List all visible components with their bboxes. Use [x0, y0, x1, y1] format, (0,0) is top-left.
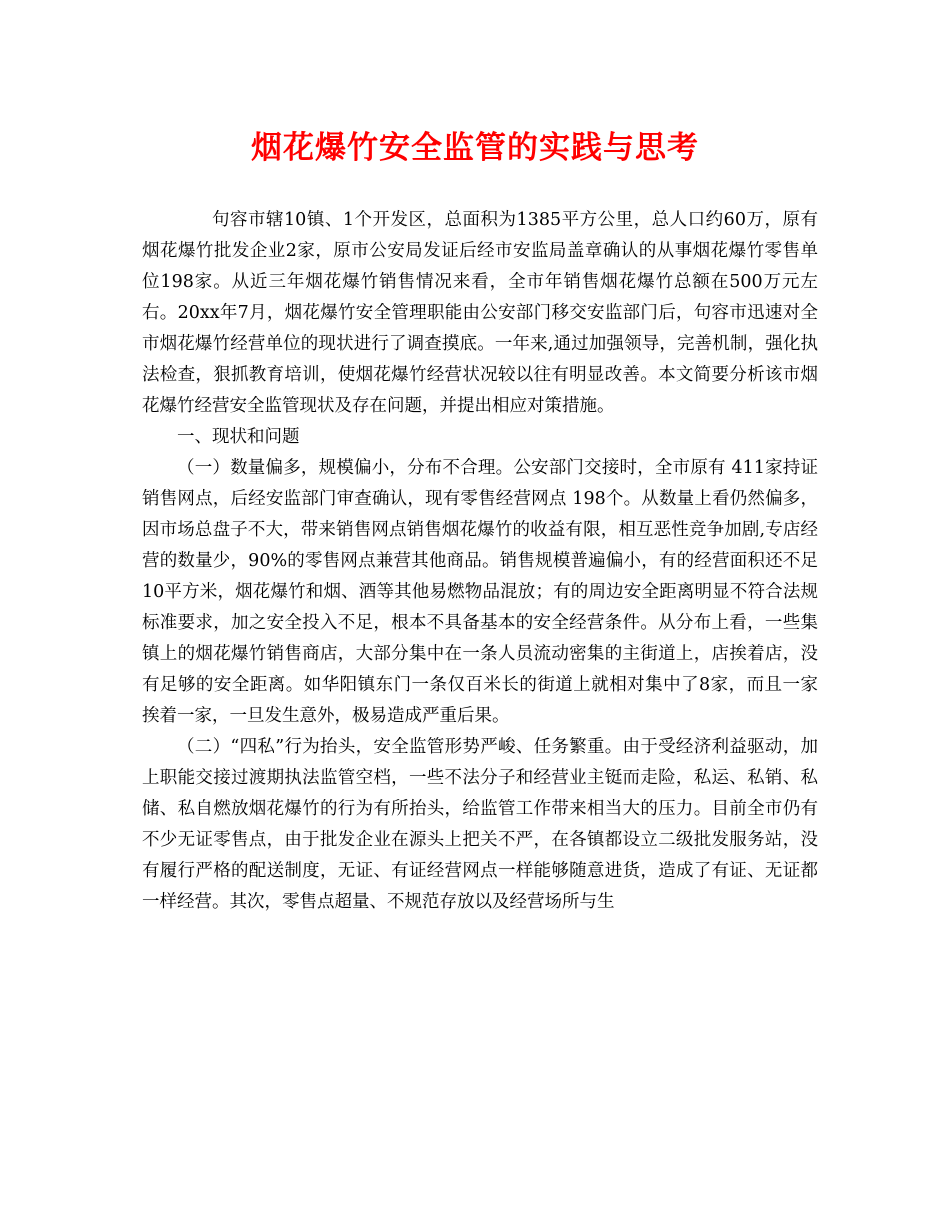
document-title: 烟花爆竹安全监管的实践与思考 — [251, 130, 699, 166]
paragraph-intro: 句容市辖10镇、1个开发区，总面积为1385平方公里，总人口约60万，原有烟花爆竹批发企业2家，原市公安局发证后经市安监局盖章确认的从事烟花爆竹零售单位198家。从近三年烟花爆竹销售情况来看，全市年销售烟花爆竹总额在500万元左右。20xx年7月，烟花爆竹安全管理职能由公安部门移交安监部门后，句容市迅速对全市烟花爆竹经营单位的现状进行了调查摸底。一年来,通过加强领导，完善机制，强化执法检查，狠抓教育培训，使烟花爆竹经营状况较以往有明显改善。本文简要分析该市烟花爆竹经营安全监管现状及存在问题，并提出相应对策措施。 — [142, 210, 818, 416]
section-heading: 一、现状和问题 — [177, 427, 300, 447]
paragraph-subsection-2: （二）“四私”行为抬头，安全监管形势严峻、任务繁重。由于受经济利益驱动，加上职能交接过渡期执法监管空档，一些不法分子和经营业主铤而走险，私运、私销、私储、私自燃放烟花爆竹的行为有所抬头，给监管工作带来相当大的压力。目前全市仍有不少无证零售点，由于批发企业在源头上把关不严，在各镇都设立二级批发服务站，没有履行严格的配送制度，无证、有证经营网点一样能够随意进货，造成了有证、无证都一样经营。其次，零售点超量、不规范存放以及经营场所与生 — [142, 737, 818, 912]
paragraph-subsection-1: （一）数量偏多，规模偏小，分布不合理。公安部门交接时，全市原有 411家持证销售网点，后经安监部门审查确认，现有零售经营网点 198个。从数量上看仍然偏多，因市场总盘子不大，带来销售网点销售烟花爆竹的收益有限，相互恶性竞争加剧,专店经营的数量少，90%的零售网点兼营其他商品。销售规模普遍偏小，有的经营面积还不足10平方米，烟花爆竹和烟、酒等其他易燃物品混放；有的周边安全距离明显不符合法规标准要求，加之安全投入不足，根本不具备基本的安全经营条件。从分布上看，一些集镇上的烟花爆竹销售商店，大部分集中在一条人员流动密集的主街道上，店挨着店，没有足够的安全距离。如华阳镇东门一条仅百米长的街道上就相对集中了8家，而且一家挨着一家，一旦发生意外，极易造成严重后果。 — [142, 458, 818, 726]
document-body — [142, 205, 818, 918]
